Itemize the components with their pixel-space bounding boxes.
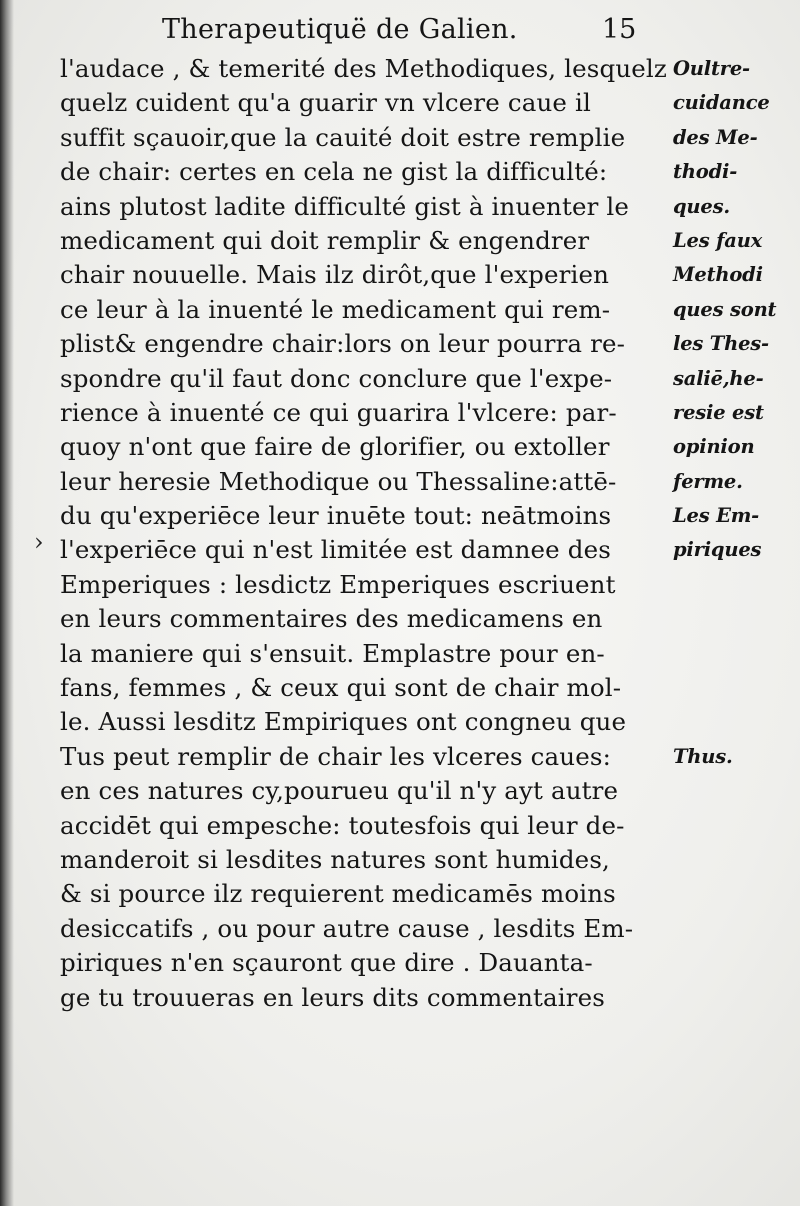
text-line: piriques n'en sçauront que dire . Dauanta- [60, 948, 593, 978]
margin-note: Les faux [673, 228, 763, 252]
margin-note: des Me- [673, 125, 758, 149]
text-line: manderoit si lesdites natures sont humides, [60, 844, 610, 874]
margin-note: ques sont [673, 297, 777, 321]
margin-note: Methodi [673, 263, 763, 287]
text-line: & si pource ilz requierent medicamēs moins [60, 879, 616, 909]
text-line: rience à inuenté ce qui guarira l'vlcere: par- [60, 397, 617, 427]
text-line: l'audace , & temerité des Methodiques, lesquelz [60, 54, 667, 83]
text-line: plist& engendre chair:lors on leur pourra re- [60, 329, 626, 359]
text-line: chair nouuelle. Mais ilz dirôt,que l'experien [60, 260, 610, 290]
note-spacer [673, 637, 793, 671]
text-line: l'experiēce qui n'est limitée est damnee des [60, 535, 611, 565]
text-line: en ces natures cy,pourueu qu'il n'y ayt autre [60, 776, 619, 806]
note-spacer [673, 568, 793, 602]
text-line: Emperiques : lesdictz Emperiques escriuent [60, 569, 616, 599]
margin-note: Oultre- [673, 57, 750, 80]
text-line: accidēt qui empesche: toutesfois qui leur de- [60, 810, 625, 840]
text-line: le. Aussi lesditz Empiriques ont congneu que [60, 707, 627, 737]
note-spacer [673, 705, 793, 739]
text-line: medicament qui doit remplir & engendrer [60, 225, 590, 255]
text-line: suffit sçauoir,que la cauité doit estre remplie [60, 122, 626, 152]
margin-notes [673, 52, 793, 774]
text-line: fans, femmes , & ceux qui sont de chair mol- [60, 673, 622, 703]
text-line: desiccatifs , ou pour autre cause , lesdits Em- [60, 913, 634, 943]
margin-note: les Thes- [673, 332, 769, 356]
text-line: quoy n'ont que faire de glorifier, ou extoller [60, 432, 610, 462]
text-line: ains plutost ladite difficulté gist à inuenter le [60, 191, 630, 221]
margin-note: cuidance [673, 91, 770, 115]
text-line: ce leur à la inuenté le medicament qui rem- [60, 294, 611, 324]
text-line: spondre qu'il faut donc conclure que l'expe- [60, 363, 613, 393]
margin-note: opinion [673, 435, 755, 459]
margin-mark-icon: › [34, 528, 44, 556]
note-spacer [673, 671, 793, 705]
margin-note: ques. [673, 194, 730, 218]
page-number: 15 [602, 14, 637, 45]
margin-note: Thus. [673, 744, 733, 768]
margin-note: Les Em- [673, 504, 760, 528]
margin-note: piriques [673, 538, 762, 562]
text-line: en leurs commentaires des medicamens en [60, 604, 603, 634]
running-title: Therapeutiquë de Galien. [162, 14, 518, 45]
text-line: de chair: certes en cela ne gist la difficulté: [60, 157, 608, 187]
binding-shadow [0, 0, 14, 1206]
margin-note: ferme. [673, 469, 743, 493]
text-line: ge tu trouueras en leurs dits commentaires [60, 982, 605, 1012]
text-line: quelz cuident qu'a guarir vn vlcere caue il [60, 88, 591, 118]
text-line: la maniere qui s'ensuit. Emplastre pour en- [60, 638, 605, 668]
page-header [150, 14, 670, 50]
margin-note: thodi- [673, 160, 738, 184]
text-line: leur heresie Methodique ou Thessaline:attē- [60, 466, 617, 496]
margin-note: saliē,he- [673, 366, 764, 390]
body-text [60, 52, 670, 1015]
note-spacer [673, 602, 793, 636]
text-line: du qu'experiēce leur inuēte tout: neātmoins [60, 501, 612, 531]
margin-note: resie est [673, 400, 764, 424]
text-line: Tus peut remplir de chair les vlceres caues: [60, 741, 611, 771]
